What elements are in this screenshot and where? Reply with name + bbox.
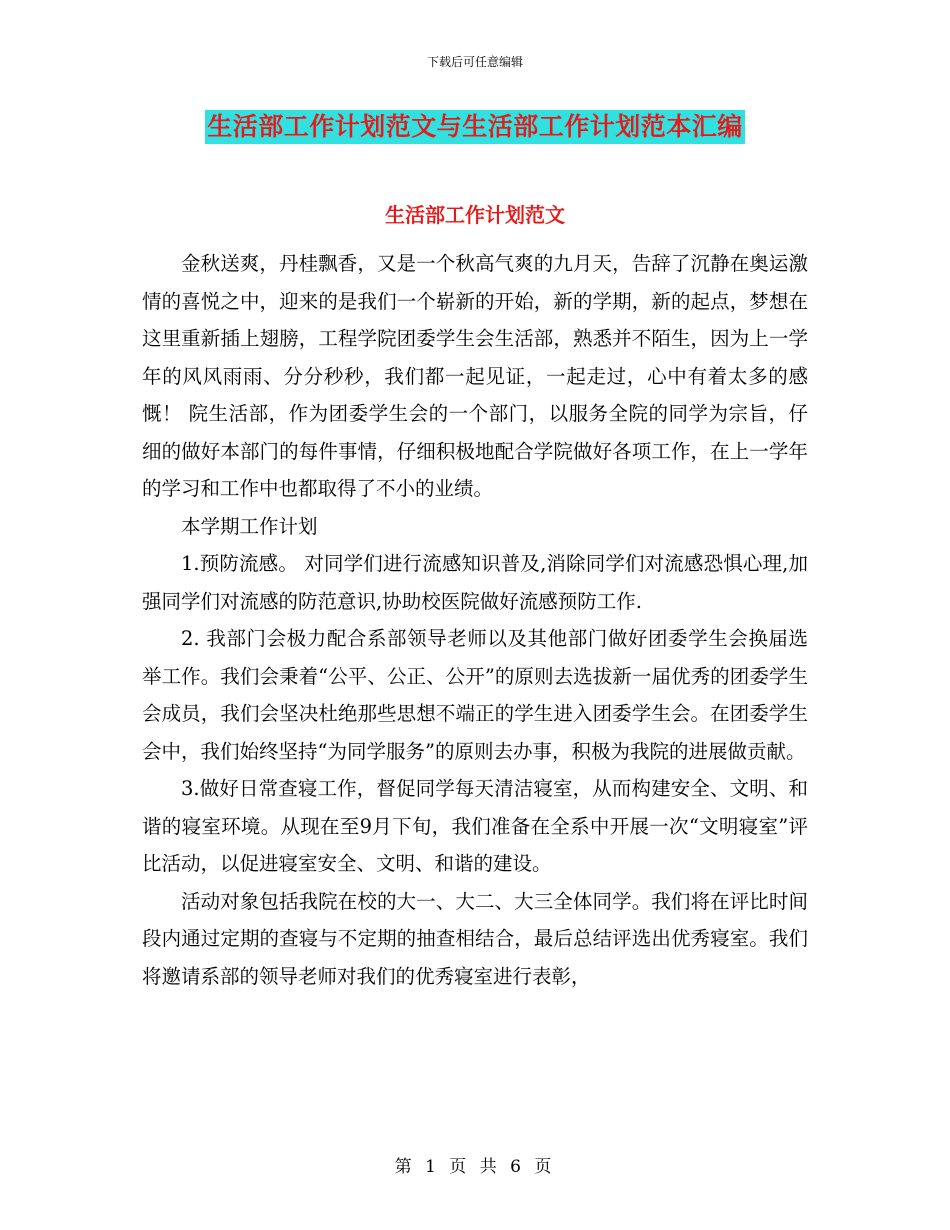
document-body <box>142 245 808 995</box>
header-note: 下载后可任意编辑 <box>426 55 523 69</box>
paragraph-item-3: 3.做好日常查寝工作，督促同学每天清洁寝室，从而构建安全、文明、和谐的寝室环境。从现在至9月下旬，我们准备在全系中开展一次“文明寝室”评比活动，以促进寝室安全、文明、和谐的建设。 <box>142 777 808 875</box>
paragraph-item-2: 2. 我部门会极力配合系部领导老师以及其他部门做好团委学生会换届选举工作。我们会秉着“公平、公正、公开”的原则去选拔新一届优秀的团委学生会成员，我们会坚决杜绝那些思想不端正的学生进入团委学生会。在团委学生会中，我们始终坚持“为同学服务”的原则去办事，积极为我院的进展做贡献。 <box>142 627 808 763</box>
paragraph-activity: 活动对象包括我院在校的大一、大二、大三全体同学。我们将在评比时间段内通过定期的查寝与不定期的抽查相结合，最后总结评选出优秀寝室。我们将邀请系部的领导老师对我们的优秀寝室进行表彰， <box>142 889 808 988</box>
paragraph-intro: 金秋送爽，丹桂飘香，又是一个秋高气爽的九月天，告辞了沉静在奥运激情的喜悦之中，迎来的是我们一个崭新的开始，新的学期，新的起点，梦想在这里重新插上翅膀，工程学院团委学生会生活部，熟悉并不陌生，因为上一学年的风风雨雨、分分秒秒，我们都一起见证，一起走过，心中有着太多的感慨！ 院生活部，作为团委学生会的一个部门，以服务全院的同学为宗旨，仔细的做好本部门的每件事情，仔细积极地配合学院做好各项工作，在上一学年的学习和工作中也都取得了不小的业绩。 <box>142 252 808 500</box>
main-title-container <box>0 110 950 144</box>
section-title: 生活部工作计划范文 <box>385 203 565 227</box>
main-title: 生活部工作计划范文与生活部工作计划范本汇编 <box>205 110 745 144</box>
paragraph-plan-heading: 本学期工作计划 <box>181 514 318 538</box>
paragraph-item-1: 1.预防流感。 对同学们进行流感知识普及,消除同学们对流感恐惧心理,加强同学们对流感的防范意识,协助校医院做好流感预防工作. <box>142 552 808 613</box>
page-footer: 第 1 页 共 6 页 <box>394 1157 556 1177</box>
